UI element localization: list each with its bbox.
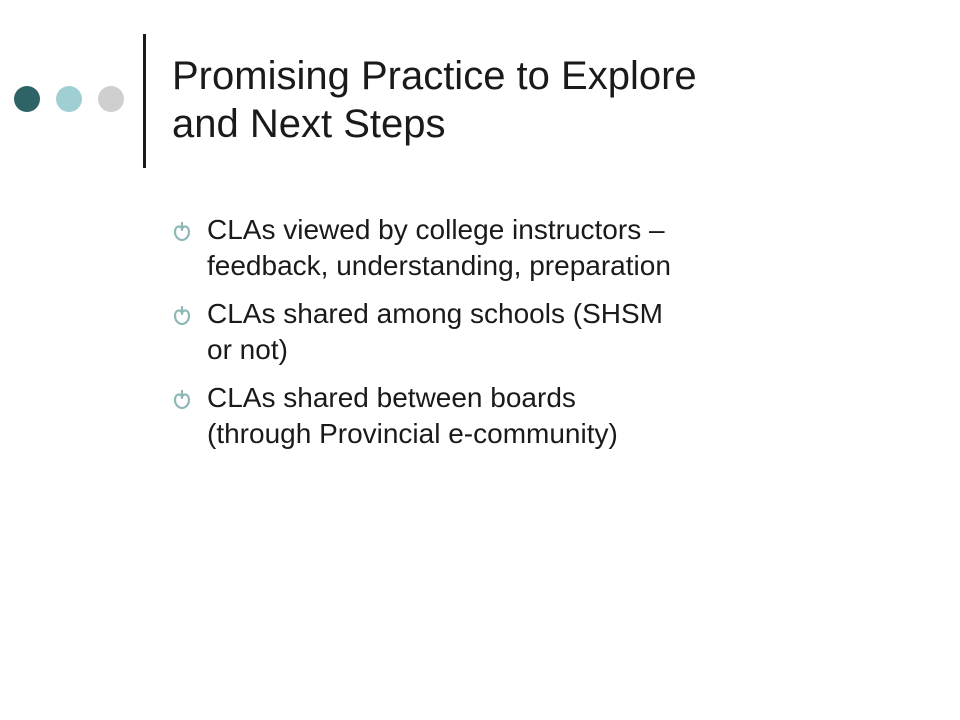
bullet-line: CLAs viewed by college instructors – — [207, 214, 665, 245]
bullet-line: (through Provincial e-community) — [207, 418, 618, 449]
bullet-list — [172, 212, 892, 464]
decorative-dots — [14, 86, 124, 114]
bullet-item — [172, 296, 892, 368]
slide-title — [172, 52, 932, 148]
bullet-line: CLAs shared among schools (SHSM — [207, 298, 663, 329]
flower-bullet-icon — [172, 306, 192, 326]
gray-dot — [98, 86, 124, 112]
flower-bullet-icon — [172, 222, 192, 242]
bullet-line: or not) — [207, 334, 288, 365]
bullet-text — [207, 380, 892, 452]
title-divider — [143, 34, 146, 168]
title-line-1: Promising Practice to Explore — [172, 54, 697, 98]
light-teal-dot — [56, 86, 82, 112]
title-line-2: and Next Steps — [172, 102, 446, 146]
bullet-item — [172, 212, 892, 284]
flower-bullet-icon — [172, 390, 192, 410]
bullet-line: feedback, understanding, preparation — [207, 250, 671, 281]
bullet-item — [172, 380, 892, 452]
bullet-text — [207, 296, 892, 368]
bullet-line: CLAs shared between boards — [207, 382, 576, 413]
dark-teal-dot — [14, 86, 40, 112]
bullet-text — [207, 212, 892, 284]
